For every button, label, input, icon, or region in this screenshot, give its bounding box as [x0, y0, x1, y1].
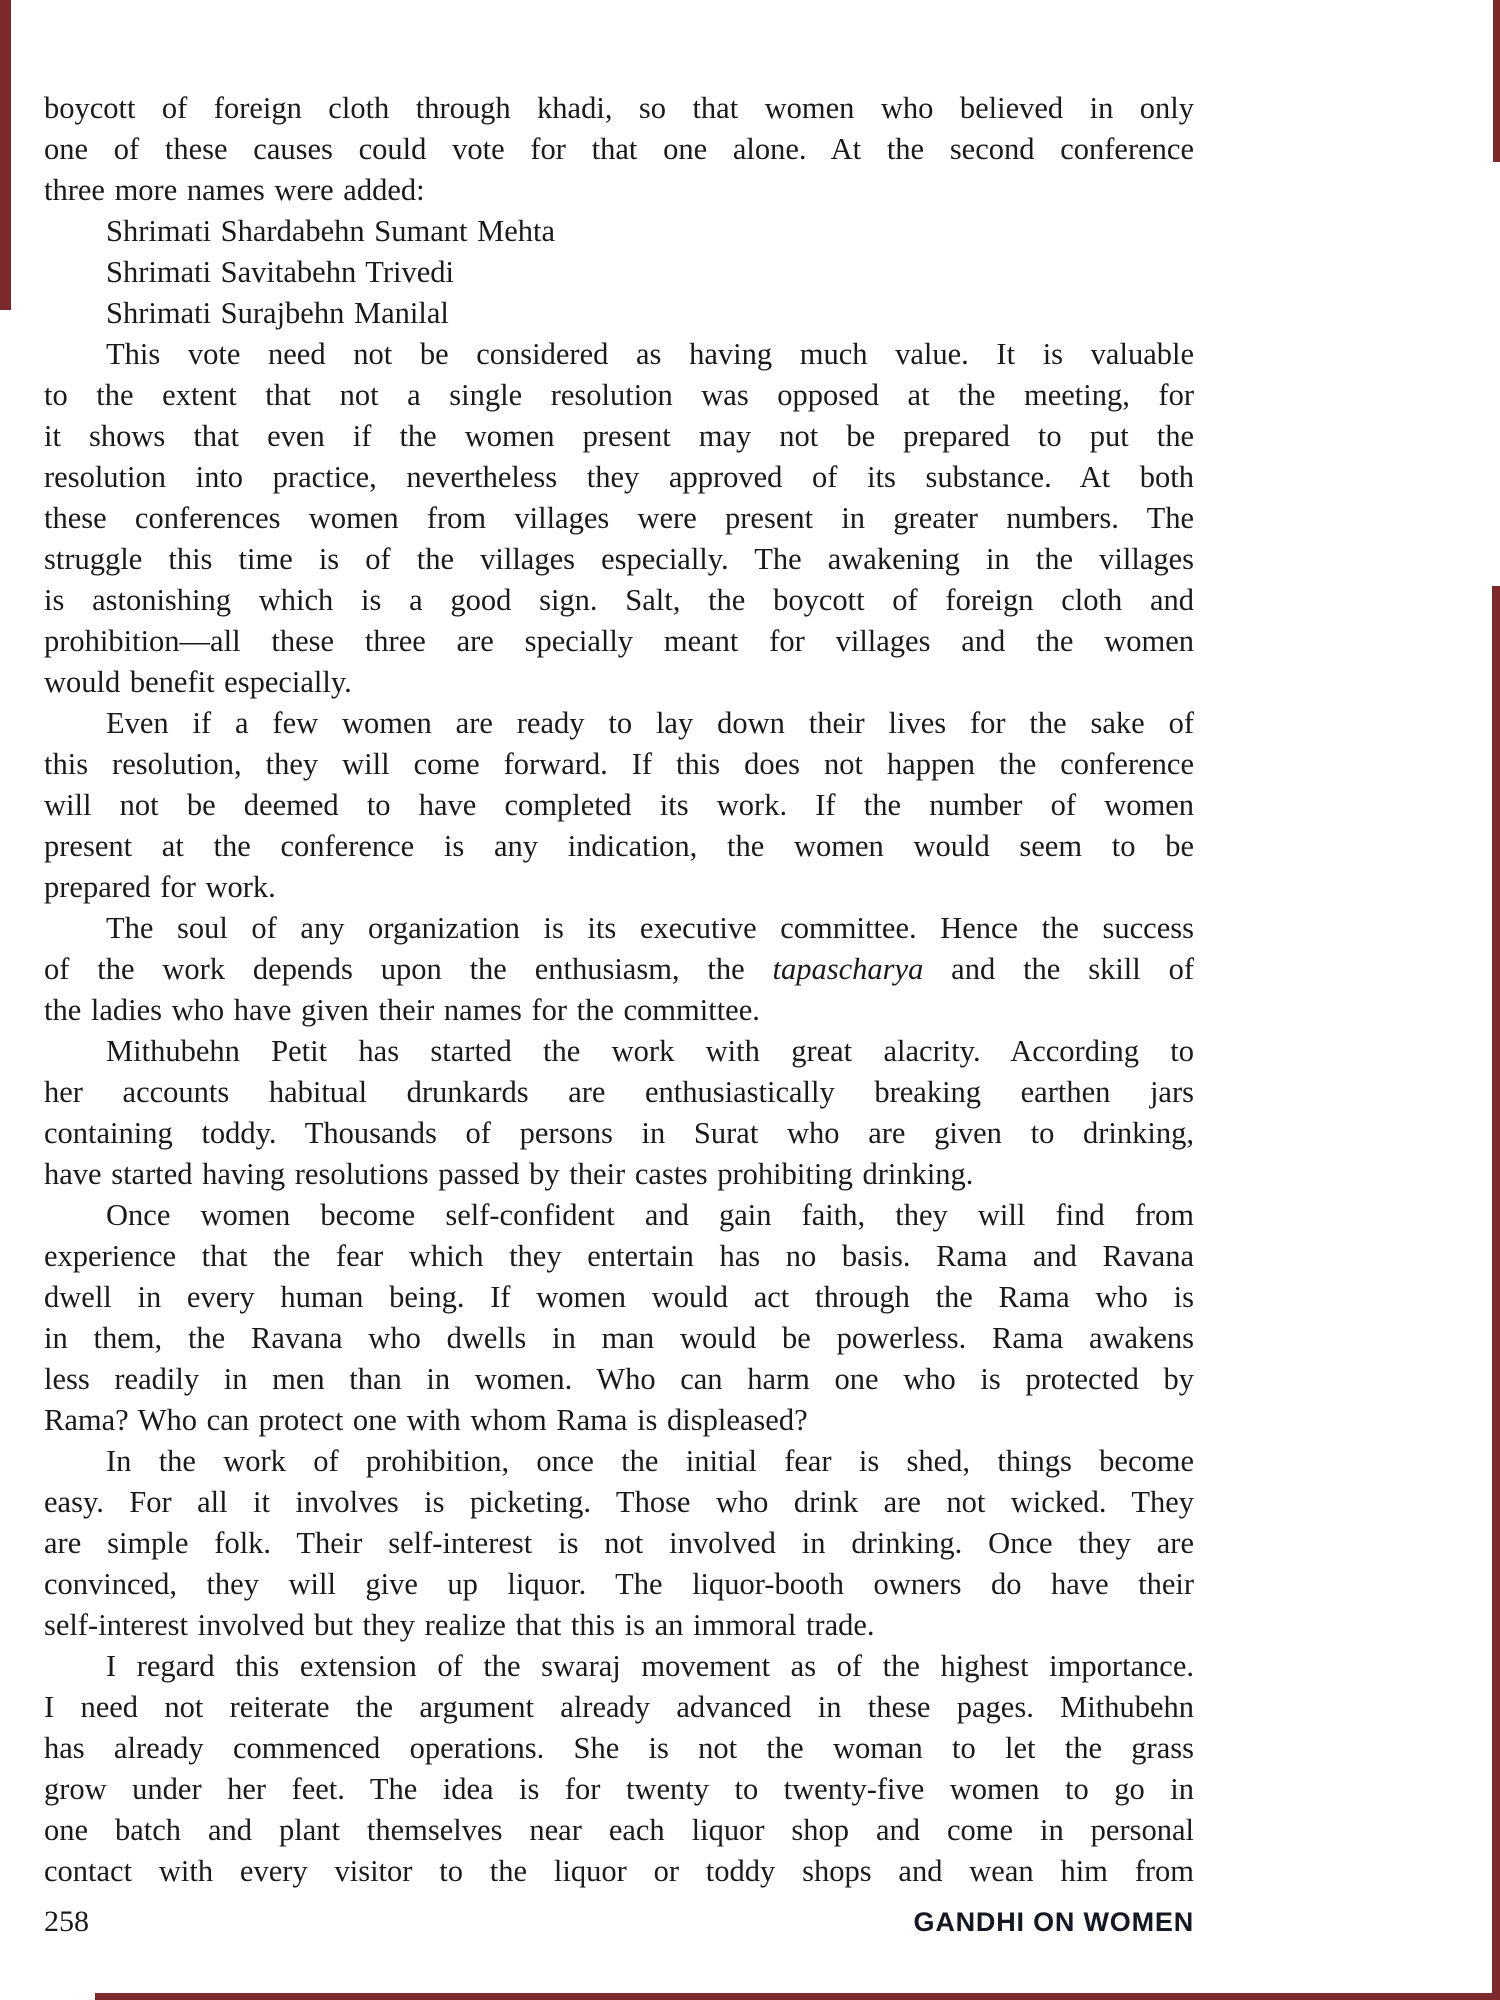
text-line	[44, 908, 1194, 949]
text-run: the ladies who have given their names for the committee.	[44, 993, 760, 1027]
text-run: it shows that even if the women present may not be prepared to put the	[44, 419, 1194, 453]
text-run: grow under her feet. The idea is for twenty to twenty-five women to go in	[44, 1772, 1194, 1806]
text-line	[44, 949, 1194, 990]
text-run: containing toddy. Thousands of persons in Surat who are given to drinking,	[44, 1116, 1194, 1150]
text-run: In the work of prohibition, once the initial fear is shed, things become	[106, 1444, 1194, 1478]
text-line	[44, 1400, 1194, 1441]
text-line	[44, 1195, 1194, 1236]
text-line	[44, 211, 1194, 252]
italic-text-run: tapascharya	[772, 952, 924, 986]
text-run: struggle this time is of the villages especially. The awakening in the villages	[44, 542, 1194, 576]
page-edge-mark-right-top	[1493, 0, 1500, 162]
text-run: less readily in men than in women. Who can harm one who is protected by	[44, 1362, 1194, 1396]
text-line	[44, 1277, 1194, 1318]
text-line	[44, 1687, 1194, 1728]
text-run: are simple folk. Their self-interest is not involved in drinking. Once they are	[44, 1526, 1194, 1560]
body-text	[44, 88, 1194, 1892]
text-line	[44, 1318, 1194, 1359]
text-line	[44, 1564, 1194, 1605]
text-line	[44, 539, 1194, 580]
text-line	[44, 1113, 1194, 1154]
text-line	[44, 1810, 1194, 1851]
text-line	[44, 1031, 1194, 1072]
text-run: is astonishing which is a good sign. Salt, the boycott of foreign cloth and	[44, 583, 1194, 617]
text-run: present at the conference is any indication, the women would seem to be	[44, 829, 1194, 863]
page-footer	[44, 1905, 1194, 1939]
text-line	[44, 457, 1194, 498]
text-run: would benefit especially.	[44, 665, 352, 699]
text-run: of the work depends upon the enthusiasm, the	[44, 952, 773, 986]
text-line	[44, 1605, 1194, 1646]
text-run: This vote need not be considered as having much value. It is valuable	[106, 337, 1194, 371]
text-line	[44, 621, 1194, 662]
page-edge-mark-bottom	[95, 1993, 1500, 2000]
text-line	[44, 1359, 1194, 1400]
text-run: dwell in every human being. If women would act through the Rama who is	[44, 1280, 1194, 1314]
text-line	[44, 1154, 1194, 1195]
page-number: 258	[44, 1905, 89, 1938]
text-run: this resolution, they will come forward. If this does not happen the conference	[44, 747, 1194, 781]
text-run: I need not reiterate the argument already advanced in these pages. Mithubehn	[44, 1690, 1194, 1724]
text-line	[44, 1646, 1194, 1687]
text-line	[44, 1851, 1194, 1892]
page-edge-mark-right-bottom	[1492, 586, 1500, 2000]
text-run: self-interest involved but they realize that this is an immoral trade.	[44, 1608, 875, 1642]
text-run: Even if a few women are ready to lay down their lives for the sake of	[106, 706, 1194, 740]
text-line	[44, 1441, 1194, 1482]
text-line	[44, 334, 1194, 375]
text-line	[44, 1728, 1194, 1769]
text-line	[44, 293, 1194, 334]
text-line	[44, 498, 1194, 539]
text-line	[44, 826, 1194, 867]
text-line	[44, 1769, 1194, 1810]
text-line	[44, 662, 1194, 703]
text-line	[44, 990, 1194, 1031]
text-line	[44, 580, 1194, 621]
text-line	[44, 867, 1194, 908]
text-line	[44, 416, 1194, 457]
text-run: boycott of foreign cloth through khadi, so that women who believed in only	[44, 91, 1194, 125]
book-title: GANDHI ON WOMEN	[913, 1907, 1194, 1937]
text-run: in them, the Ravana who dwells in man would be powerless. Rama awakens	[44, 1321, 1194, 1355]
text-run: contact with every visitor to the liquor or toddy shops and wean him from	[44, 1854, 1194, 1888]
text-run: her accounts habitual drunkards are enthusiastically breaking earthen jars	[44, 1075, 1194, 1109]
text-run: Once women become self-confident and gain faith, they will find from	[106, 1198, 1194, 1232]
text-line	[44, 1482, 1194, 1523]
text-run: The soul of any organization is its executive committee. Hence the success	[106, 911, 1194, 945]
text-run: Shrimati Savitabehn Trivedi	[106, 255, 454, 289]
text-run: resolution into practice, nevertheless they approved of its substance. At both	[44, 460, 1194, 494]
text-run: Shrimati Shardabehn Sumant Mehta	[106, 214, 556, 248]
text-run: has already commenced operations. She is not the woman to let the grass	[44, 1731, 1194, 1765]
text-line	[44, 1072, 1194, 1113]
text-run: Mithubehn Petit has started the work with great alacrity. According to	[106, 1034, 1194, 1068]
text-run: will not be deemed to have completed its work. If the number of women	[44, 788, 1194, 822]
text-run: and the skill of	[923, 952, 1194, 986]
text-line	[44, 375, 1194, 416]
text-line	[44, 88, 1194, 129]
text-run: convinced, they will give up liquor. The liquor-booth owners do have their	[44, 1567, 1194, 1601]
text-line	[44, 785, 1194, 826]
text-run: have started having resolutions passed by their castes prohibiting drinking.	[44, 1157, 974, 1191]
text-line	[44, 703, 1194, 744]
text-run: to the extent that not a single resolution was opposed at the meeting, for	[44, 378, 1194, 412]
text-run: easy. For all it involves is picketing. Those who drink are not wicked. They	[44, 1485, 1194, 1519]
text-run: Shrimati Surajbehn Manilal	[106, 296, 449, 330]
text-line	[44, 252, 1194, 293]
text-run: three more names were added:	[44, 173, 425, 207]
text-line	[44, 1523, 1194, 1564]
text-run: one batch and plant themselves near each liquor shop and come in personal	[44, 1813, 1194, 1847]
page-edge-mark-left-top	[0, 0, 11, 310]
text-run: I regard this extension of the swaraj movement as of the highest importance.	[106, 1649, 1194, 1683]
text-run: prohibition—all these three are specially meant for villages and the women	[44, 624, 1194, 658]
text-line	[44, 744, 1194, 785]
text-run: these conferences women from villages were present in greater numbers. The	[44, 501, 1194, 535]
text-run: prepared for work.	[44, 870, 276, 904]
text-line	[44, 170, 1194, 211]
text-line	[44, 129, 1194, 170]
text-run: Rama? Who can protect one with whom Rama is displeased?	[44, 1403, 808, 1437]
text-run: one of these causes could vote for that one alone. At the second conference	[44, 132, 1194, 166]
text-run: experience that the fear which they entertain has no basis. Rama and Ravana	[44, 1239, 1194, 1273]
text-line	[44, 1236, 1194, 1277]
